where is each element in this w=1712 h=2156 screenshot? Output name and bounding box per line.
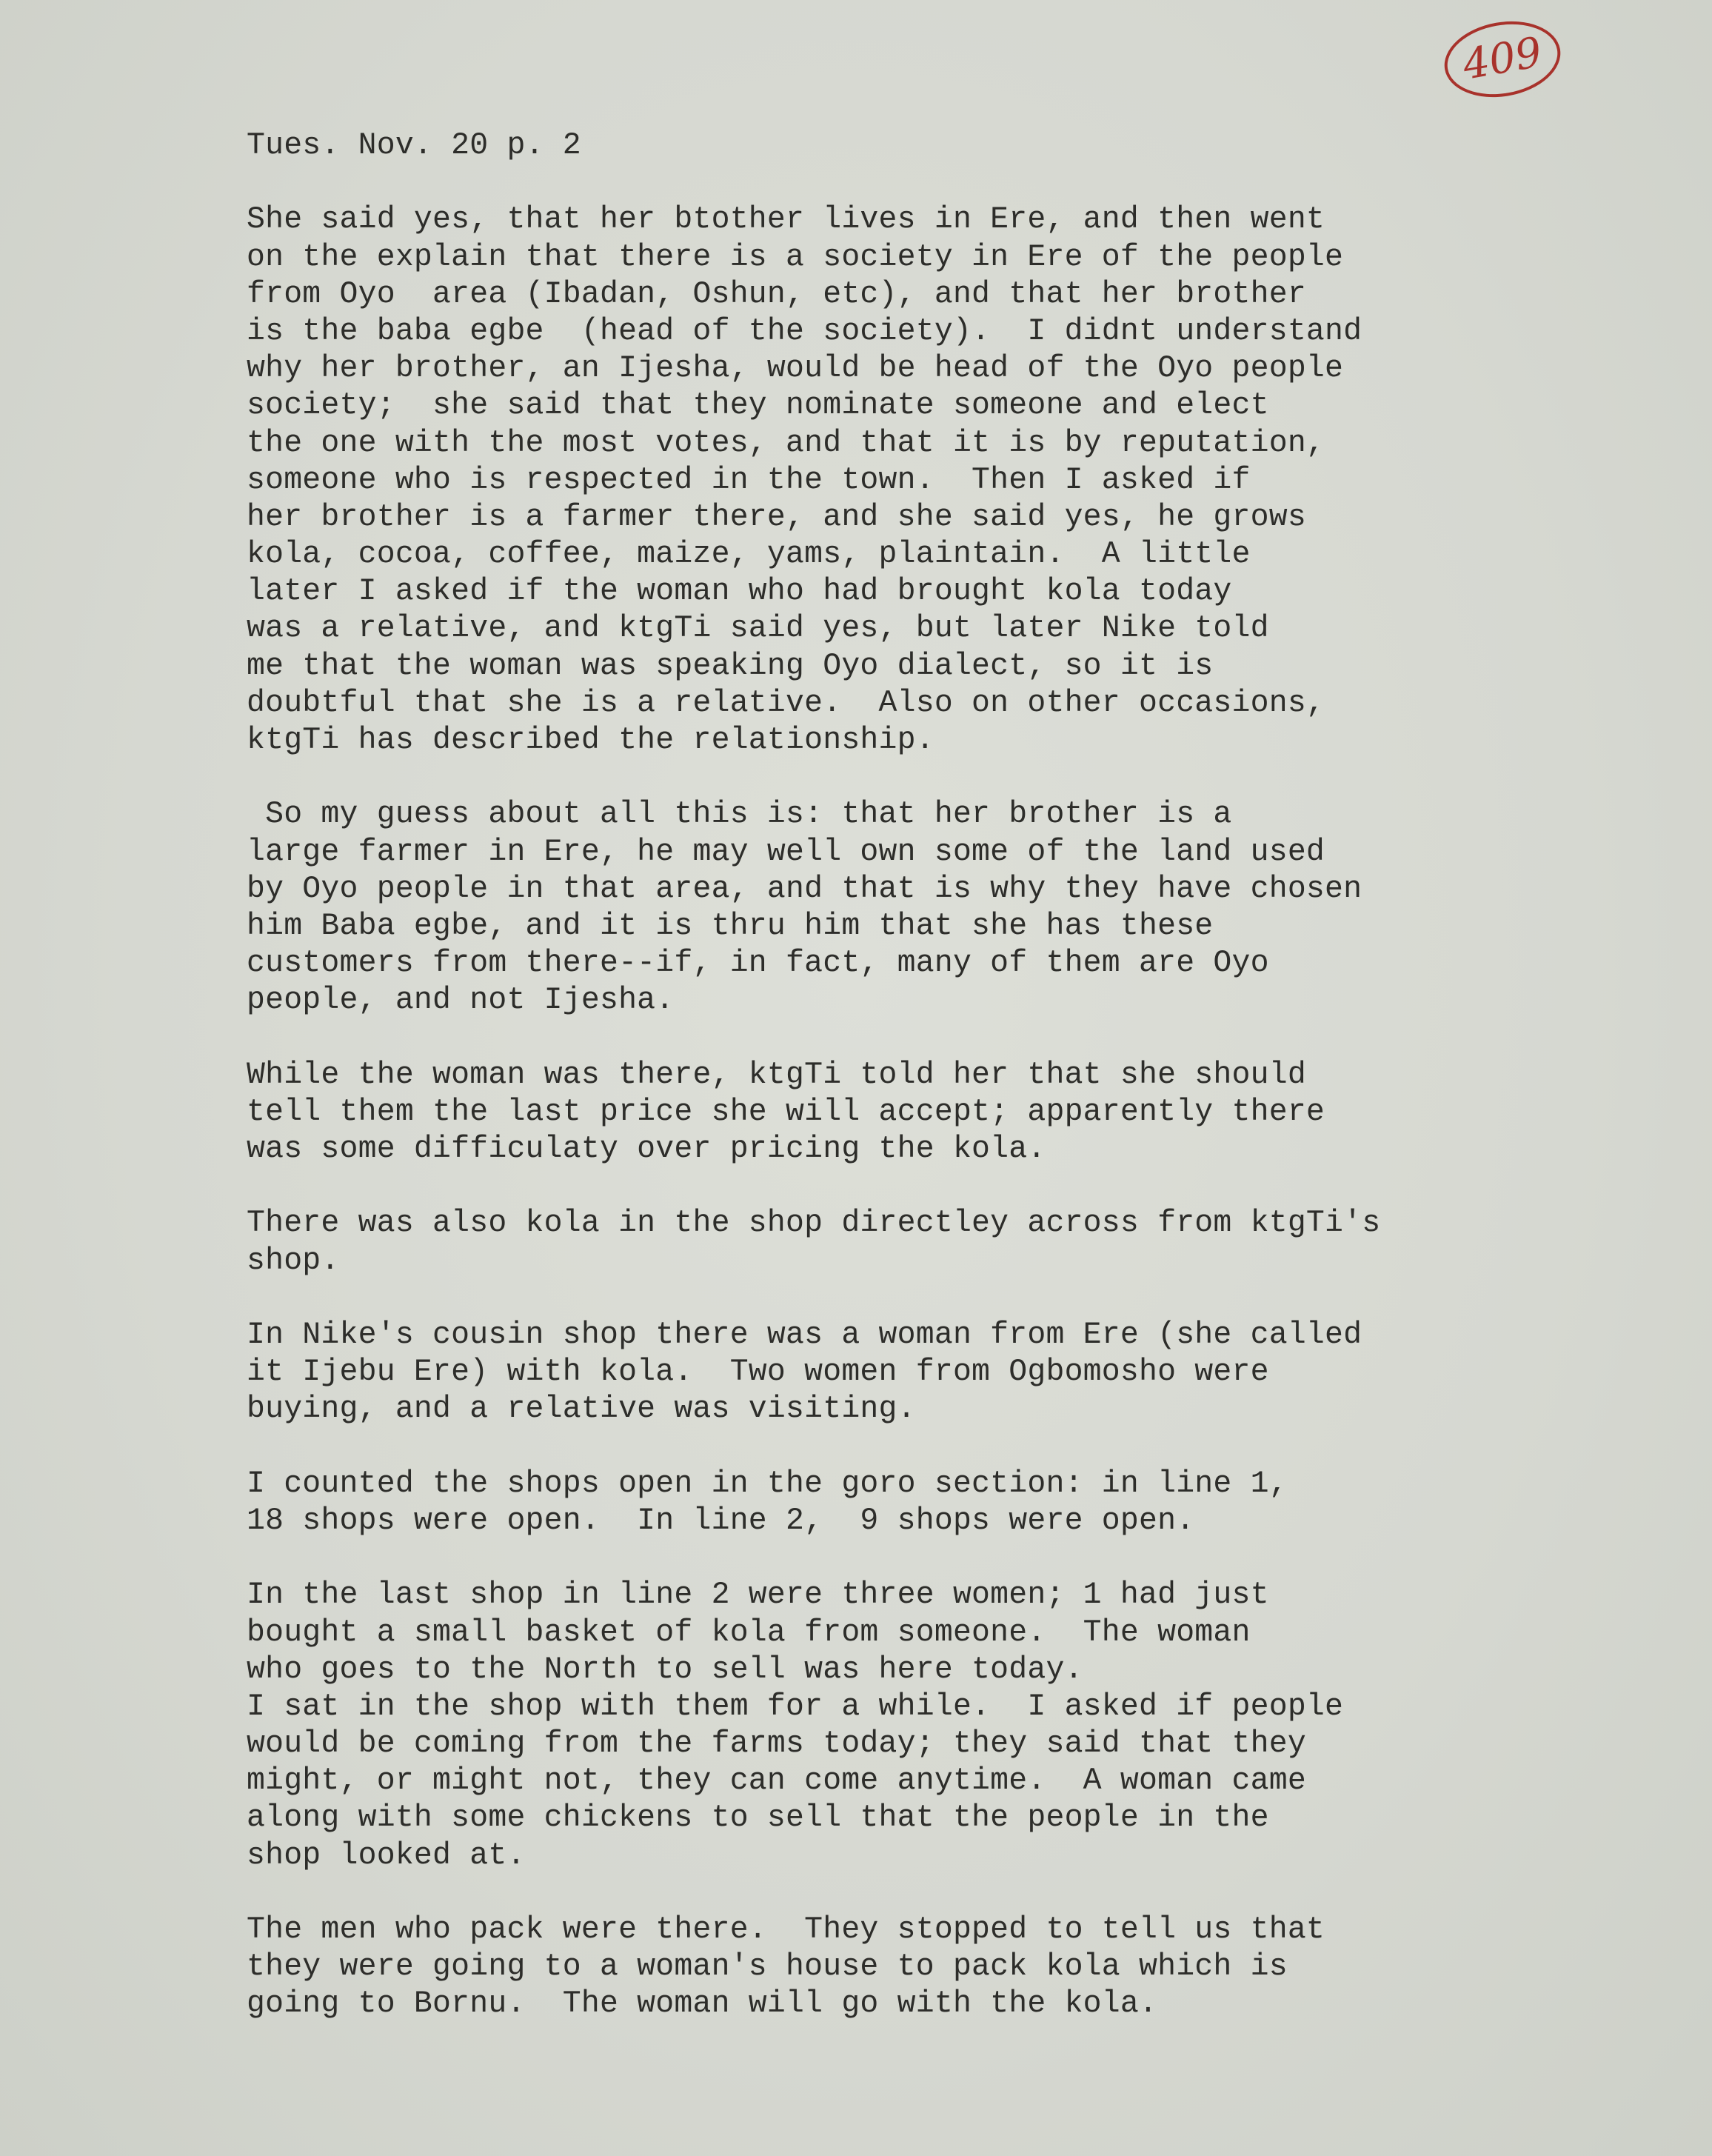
text-line: it Ijebu Ere) with kola. Two women from Ogbomosho were	[247, 1355, 1269, 1390]
paragraph-4	[247, 1205, 1676, 1279]
text-line: buying, and a relative was visiting.	[247, 1392, 916, 1427]
paragraph-8	[247, 1912, 1676, 2023]
text-line: The men who pack were there. They stopped to tell us that	[247, 1912, 1325, 1947]
paragraph-6	[247, 1466, 1676, 1540]
paragraph-2	[247, 796, 1676, 1019]
text-line: was a relative, and ktgTi said yes, but later Nike told	[247, 611, 1269, 647]
text-line: shop looked at.	[247, 1838, 526, 1873]
text-line: the one with the most votes, and that it is by reputation,	[247, 425, 1325, 461]
text-line: So my guess about all this is: that her brother is a	[247, 797, 1232, 832]
text-line: him Baba egbe, and it is thru him that she has these	[247, 908, 1214, 944]
text-line: is the baba egbe (head of the society). I didnt understand	[247, 313, 1362, 349]
page-header: Tues. Nov. 20 p. 2	[247, 128, 581, 163]
text-line: me that the woman was speaking Oyo dialect, so it is	[247, 648, 1214, 684]
page-number-stamp	[1439, 13, 1567, 106]
text-line: was some difficulaty over pricing the kola.	[247, 1132, 1046, 1167]
typed-text	[247, 127, 1676, 2023]
text-line: In the last shop in line 2 were three women; 1 had just	[247, 1578, 1269, 1613]
text-line: kola, cocoa, coffee, maize, yams, plaintain. A little	[247, 537, 1251, 573]
text-line: from Oyo area (Ibadan, Oshun, etc), and that her brother	[247, 276, 1306, 312]
text-line: I counted the shops open in the goro section: in line 1,	[247, 1466, 1288, 1501]
text-line: people, and not Ijesha.	[247, 983, 675, 1018]
text-line: I sat in the shop with them for a while. I asked if people	[247, 1689, 1344, 1724]
text-line: ktgTi has described the relationship.	[247, 723, 934, 758]
text-line: shop.	[247, 1243, 340, 1278]
text-line: In Nike's cousin shop there was a woman from Ere (she called	[247, 1318, 1362, 1352]
text-line: bought a small basket of kola from someone. The woman	[247, 1615, 1251, 1650]
paragraph-1	[247, 201, 1676, 759]
text-line: customers from there--if, in fact, many of them are Oyo	[247, 946, 1269, 981]
text-line: society; she said that they nominate someone and elect	[247, 388, 1269, 424]
text-line: by Oyo people in that area, and that is why they have chosen	[247, 871, 1362, 907]
text-line: why her brother, an Ijesha, would be head of the Oyo people	[247, 351, 1344, 387]
text-line: who goes to the North to sell was here today.	[247, 1652, 1083, 1687]
page-number: 409	[1459, 28, 1546, 90]
text-line: her brother is a farmer there, and she said yes, he grows	[247, 499, 1306, 535]
text-line: tell them the last price she will accept; apparently there	[247, 1094, 1325, 1129]
text-line: large farmer in Ere, he may well own some of the land used	[247, 834, 1325, 870]
text-line: someone who is respected in the town. Then I asked if	[247, 462, 1251, 498]
text-line: along with some chickens to sell that the people in the	[247, 1800, 1269, 1836]
text-line: There was also kola in the shop directley across from ktgTi's	[247, 1206, 1381, 1241]
paragraph-3	[247, 1057, 1676, 1169]
text-line: 18 shops were open. In line 2, 9 shops were open.	[247, 1503, 1195, 1538]
paragraph-7	[247, 1577, 1676, 1875]
text-line: they were going to a woman's house to pack kola which is	[247, 1949, 1288, 1985]
text-line: would be coming from the farms today; they said that they	[247, 1726, 1306, 1762]
text-line: later I asked if the woman who had brought kola today	[247, 574, 1232, 610]
text-line: might, or might not, they can come anytime. A woman came	[247, 1763, 1306, 1799]
text-line: While the woman was there, ktgTi told her that she should	[247, 1057, 1306, 1092]
paragraph-5	[247, 1317, 1676, 1429]
text-line: on the explain that there is a society in Ere of the people	[247, 239, 1344, 275]
text-line: She said yes, that her btother lives in Ere, and then went	[247, 202, 1325, 238]
text-line: doubtful that she is a relative. Also on other occasions,	[247, 685, 1325, 721]
text-line: going to Bornu. The woman will go with the kola.	[247, 1986, 1158, 2022]
